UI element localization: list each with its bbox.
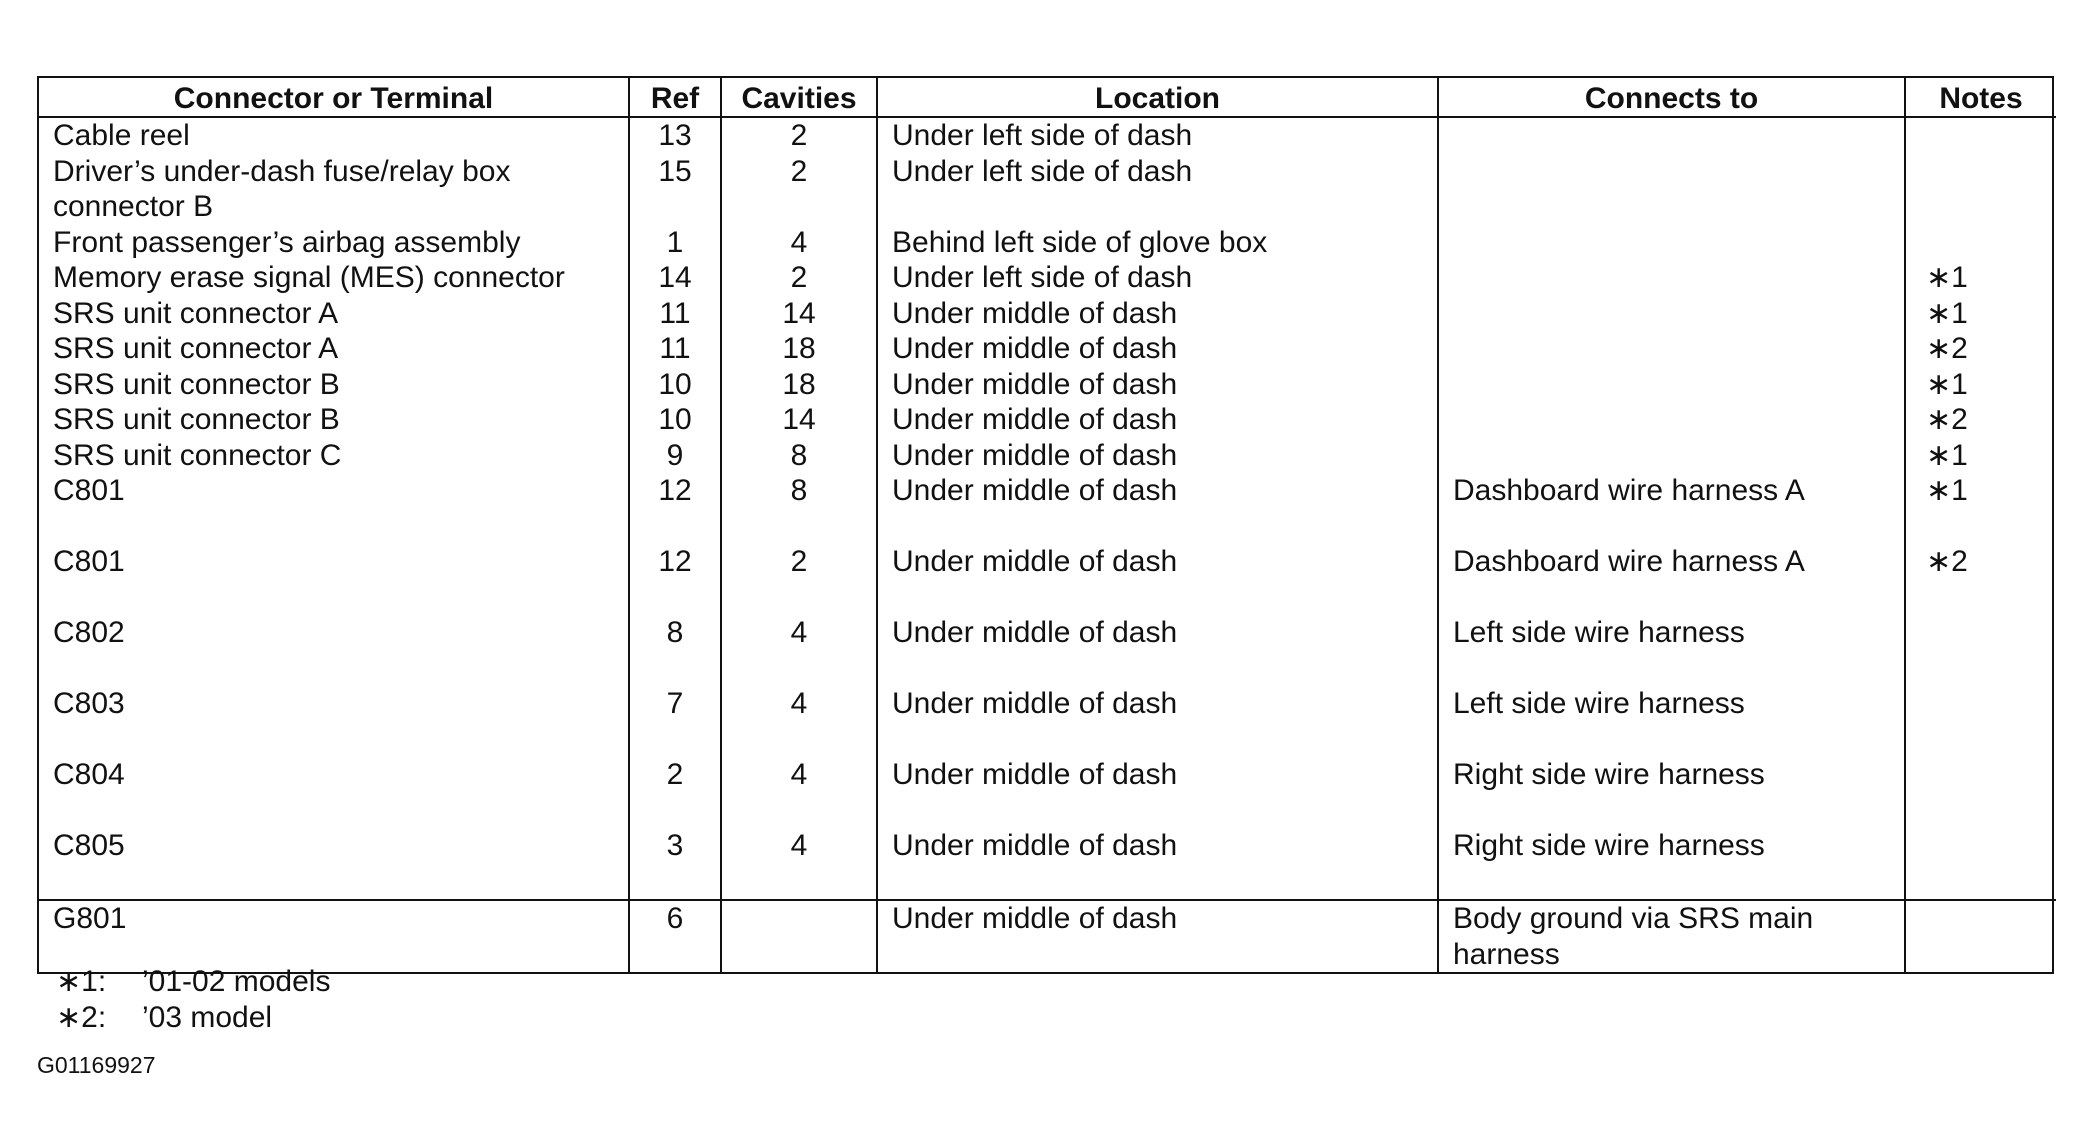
header-cavities: Cavities [721, 78, 877, 117]
header-notes: Notes [1905, 78, 2056, 117]
cell-ref: 8 [629, 615, 721, 686]
cell-connector: C804 [53, 758, 125, 791]
cell-ref: 3 [629, 828, 721, 900]
cell-connector: C805 [53, 829, 125, 862]
cell-location: Under middle of dash [877, 367, 1438, 403]
table-row [39, 260, 2056, 296]
cell-ref: 15 [629, 154, 721, 225]
cell-cavities: 4 [721, 686, 877, 757]
cell-location: Under left side of dash [877, 154, 1438, 225]
cell-connector: C801 [53, 474, 125, 507]
cell-cavities: 2 [721, 544, 877, 615]
cell-location: Under middle of dash [877, 402, 1438, 438]
cell-notes: ∗1 [1905, 367, 2056, 403]
table-row [39, 296, 2056, 332]
cell-ref: 10 [629, 367, 721, 403]
cell-ref: 6 [629, 900, 721, 972]
cell-connects-to [1438, 260, 1905, 296]
footnote [56, 1000, 330, 1036]
table-row [39, 828, 2056, 900]
table-row [39, 225, 2056, 261]
cell-connects-to [1438, 117, 1905, 154]
cell-connects-to: Left side wire harness [1438, 686, 1905, 757]
cell-connector: C803 [53, 687, 125, 720]
cell-connects-to [1438, 296, 1905, 332]
cell-cavities: 14 [721, 402, 877, 438]
cell-cavities: 2 [721, 154, 877, 225]
cell-cavities: 4 [721, 757, 877, 828]
cell-location: Under left side of dash [877, 260, 1438, 296]
table-row [39, 544, 2056, 615]
header-location: Location [877, 78, 1438, 117]
table-row [39, 438, 2056, 474]
cell-connects-to [1438, 367, 1905, 403]
header-ref: Ref [629, 78, 721, 117]
cell-connects-to: Dashboard wire harness A [1438, 544, 1905, 615]
cell-notes [1905, 900, 2056, 972]
cell-cavities: 2 [721, 117, 877, 154]
cell-ref: 11 [629, 331, 721, 367]
table-row [39, 473, 2056, 544]
cell-connector: C801 [53, 545, 125, 578]
cell-notes: ∗1 [1905, 260, 2056, 296]
cell-location: Under middle of dash [877, 544, 1438, 615]
cell-notes: ∗1 [1905, 438, 2056, 474]
cell-ref: 12 [629, 544, 721, 615]
cell-connects-to [1438, 154, 1905, 225]
cell-ref: 13 [629, 117, 721, 154]
cell-cavities: 4 [721, 615, 877, 686]
cell-connector: SRS unit connector C [53, 438, 342, 472]
header-row [39, 78, 2056, 117]
cell-ref: 9 [629, 438, 721, 474]
cell-connector: SRS unit connector A [53, 296, 339, 330]
table-row [39, 331, 2056, 367]
figure-id: G01169927 [37, 1052, 156, 1078]
cell-ref: 14 [629, 260, 721, 296]
cell-connects-to: Right side wire harness [1438, 757, 1905, 828]
cell-notes: ∗2 [1905, 544, 2056, 615]
cell-notes: ∗2 [1905, 331, 2056, 367]
cell-connector: Front passenger’s airbag assembly [53, 225, 521, 259]
cell-notes [1905, 225, 2056, 261]
cell-ref: 2 [629, 757, 721, 828]
table-row [39, 117, 2056, 154]
cell-connects-to [1438, 331, 1905, 367]
cell-connects-to [1438, 225, 1905, 261]
cell-connector: Cable reel [53, 119, 190, 152]
cell-connector: Driver’s under-dash fuse/relay box connector B [53, 154, 511, 223]
cell-location: Under middle of dash [877, 473, 1438, 544]
footnote-key: ∗2: [56, 1001, 107, 1034]
cell-notes: ∗2 [1905, 402, 2056, 438]
cell-notes [1905, 686, 2056, 757]
table-row [39, 686, 2056, 757]
cell-notes [1905, 828, 2056, 900]
cell-location: Under middle of dash [877, 296, 1438, 332]
footnote [56, 964, 330, 1000]
cell-location: Under middle of dash [877, 438, 1438, 474]
footnotes [56, 964, 330, 1036]
cell-cavities: 8 [721, 473, 877, 544]
cell-cavities: 4 [721, 828, 877, 900]
table-row [39, 402, 2056, 438]
cell-connects-to [1438, 438, 1905, 474]
cell-location: Under middle of dash [877, 757, 1438, 828]
cell-notes [1905, 757, 2056, 828]
cell-cavities: 18 [721, 331, 877, 367]
cell-cavities: 2 [721, 260, 877, 296]
cell-connector: SRS unit connector B [53, 403, 340, 436]
cell-notes [1905, 154, 2056, 225]
cell-cavities [721, 900, 877, 972]
cell-cavities: 14 [721, 296, 877, 332]
cell-ref: 1 [629, 225, 721, 261]
connector-table-frame [37, 76, 2054, 974]
table-row [39, 900, 2056, 972]
cell-connects-to: Body ground via SRS main harness [1438, 900, 1905, 972]
cell-location: Behind left side of glove box [877, 225, 1438, 261]
cell-location: Under middle of dash [877, 686, 1438, 757]
footnote-text: ’03 model [142, 1001, 273, 1034]
cell-location: Under middle of dash [877, 828, 1438, 900]
cell-location: Under middle of dash [877, 331, 1438, 367]
cell-connector: Memory erase signal (MES) connector [53, 261, 565, 294]
cell-connector: G801 [39, 900, 629, 972]
cell-ref: 11 [629, 296, 721, 332]
footnote-text: ’01-02 models [142, 965, 331, 998]
table-row [39, 367, 2056, 403]
header-connects-to: Connects to [1438, 78, 1905, 117]
table-row [39, 757, 2056, 828]
cell-ref: 7 [629, 686, 721, 757]
table-row [39, 154, 2056, 225]
cell-cavities: 18 [721, 367, 877, 403]
cell-connector: C802 [53, 616, 125, 649]
cell-notes: ∗1 [1905, 296, 2056, 332]
footnote-key: ∗1: [56, 965, 107, 998]
cell-cavities: 8 [721, 438, 877, 474]
cell-connector: SRS unit connector A [53, 332, 339, 365]
cell-connects-to: Dashboard wire harness A [1438, 473, 1905, 544]
cell-connects-to [1438, 402, 1905, 438]
cell-ref: 10 [629, 402, 721, 438]
header-connector: Connector or Terminal [39, 78, 629, 117]
cell-cavities: 4 [721, 225, 877, 261]
cell-connector: SRS unit connector B [53, 367, 340, 401]
cell-connects-to: Left side wire harness [1438, 615, 1905, 686]
cell-ref: 12 [629, 473, 721, 544]
cell-location: Under middle of dash [877, 615, 1438, 686]
cell-location: Under left side of dash [877, 117, 1438, 154]
connector-table [39, 78, 2056, 972]
cell-location: Under middle of dash [877, 900, 1438, 972]
table-row [39, 615, 2056, 686]
cell-connects-to: Right side wire harness [1438, 828, 1905, 900]
cell-notes [1905, 117, 2056, 154]
cell-notes: ∗1 [1905, 473, 2056, 544]
cell-notes [1905, 615, 2056, 686]
